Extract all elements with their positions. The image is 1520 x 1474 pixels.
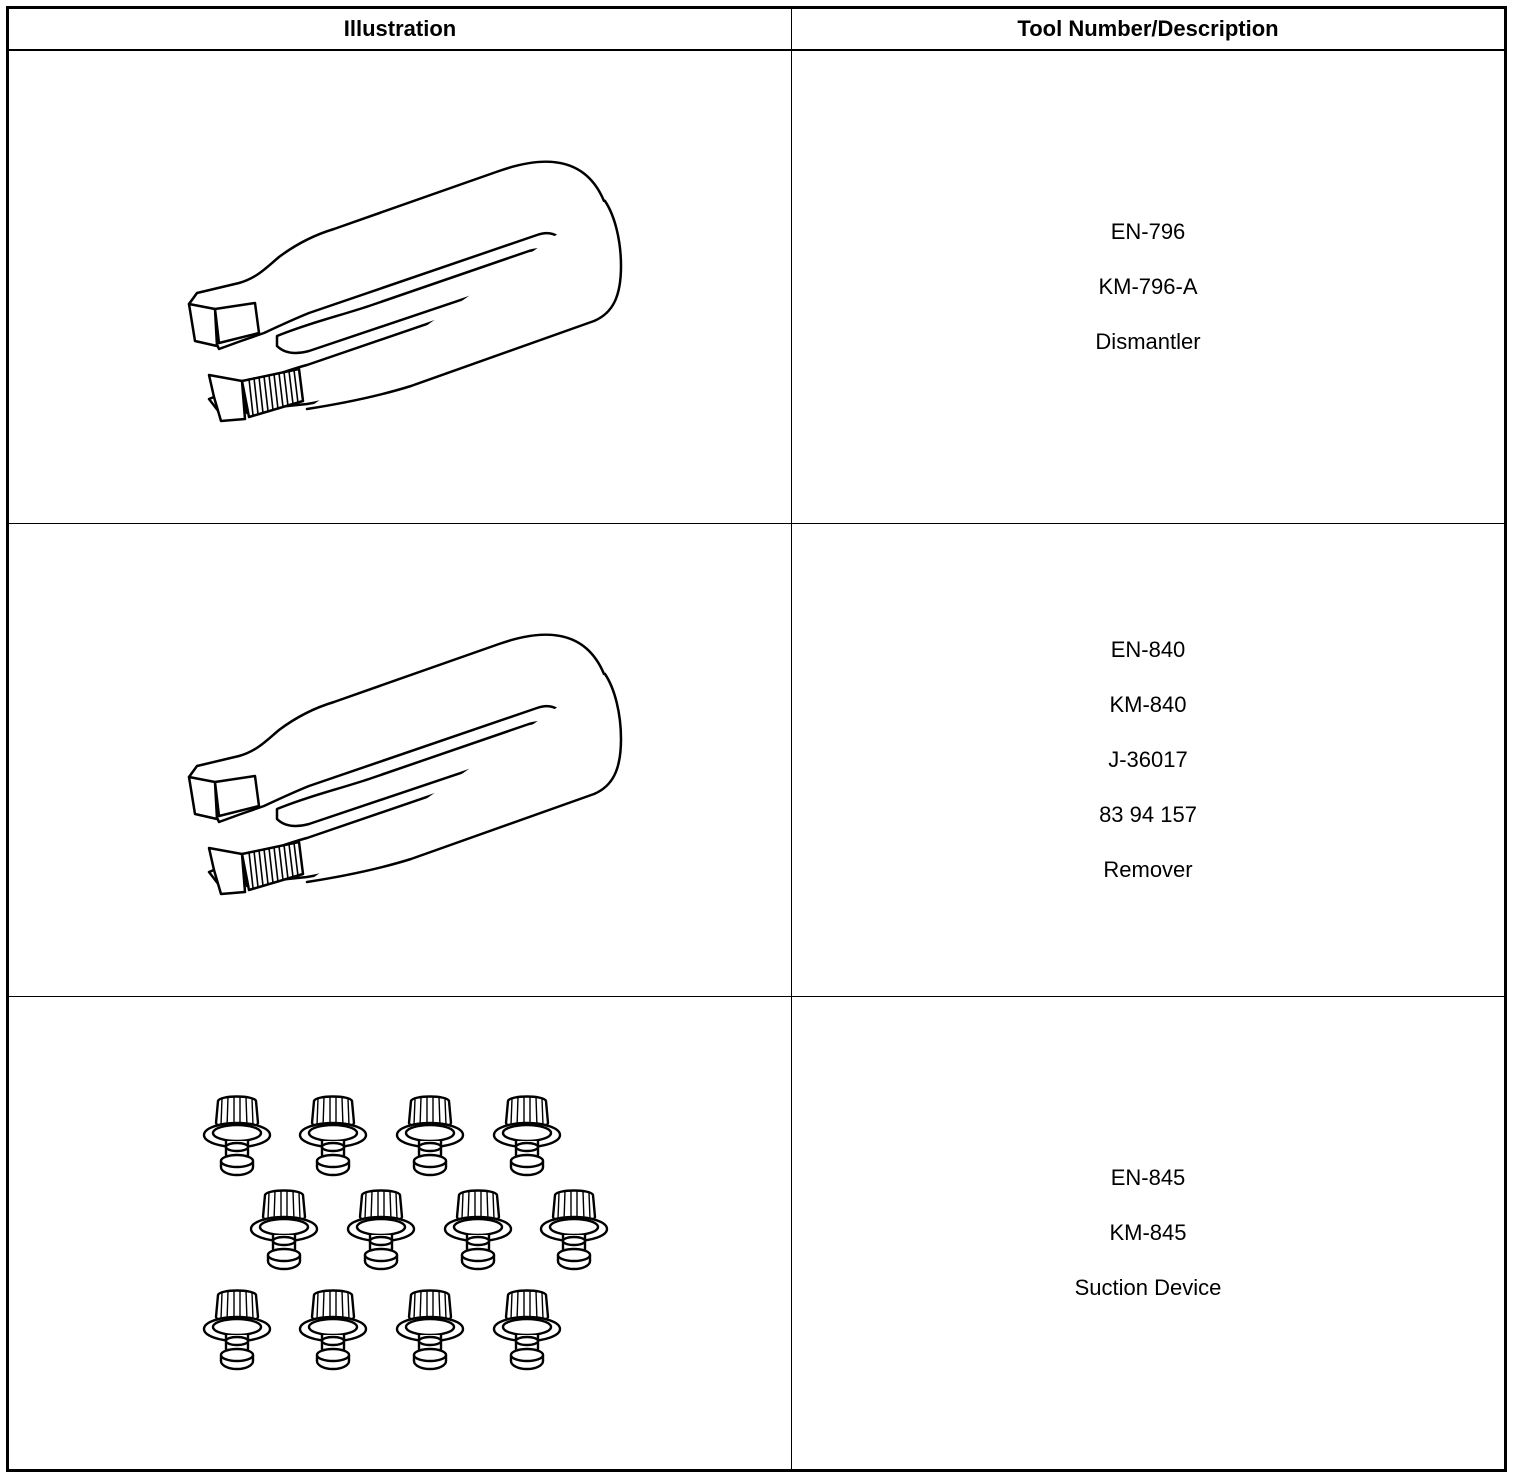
tool-description: Suction Device bbox=[1074, 1275, 1222, 1300]
pliers-tool-icon bbox=[9, 51, 793, 523]
tool-number: EN-845 bbox=[1110, 1165, 1186, 1190]
tool-number-header: Tool Number/Description bbox=[792, 8, 1506, 51]
tool-number: EN-840 bbox=[1110, 637, 1186, 662]
tool-number: KM-845 bbox=[1109, 1220, 1187, 1245]
table-row bbox=[8, 524, 1506, 997]
special-tools-table bbox=[6, 6, 1507, 1472]
tool-description: Dismantler bbox=[1095, 329, 1201, 354]
tool-description-cell bbox=[792, 50, 1506, 524]
tool-number: J-36017 bbox=[1108, 747, 1188, 772]
table-row bbox=[8, 997, 1506, 1471]
illustration-cell bbox=[8, 50, 792, 524]
illustration-cell bbox=[8, 997, 792, 1471]
table-row bbox=[8, 50, 1506, 524]
tool-number: 83 94 157 bbox=[1099, 802, 1197, 827]
tool-description: Remover bbox=[1103, 857, 1193, 882]
tool-description-cell bbox=[792, 524, 1506, 997]
tool-number: KM-796-A bbox=[1098, 274, 1198, 299]
illustration-header: Illustration bbox=[8, 8, 792, 51]
tool-number: KM-840 bbox=[1109, 692, 1187, 717]
header-row bbox=[8, 8, 1506, 51]
tool-description-cell bbox=[792, 997, 1506, 1471]
suction-device-set-icon bbox=[9, 997, 793, 1469]
tool-number: EN-796 bbox=[1110, 219, 1186, 244]
pliers-tool-icon bbox=[9, 524, 793, 996]
illustration-cell bbox=[8, 524, 792, 997]
